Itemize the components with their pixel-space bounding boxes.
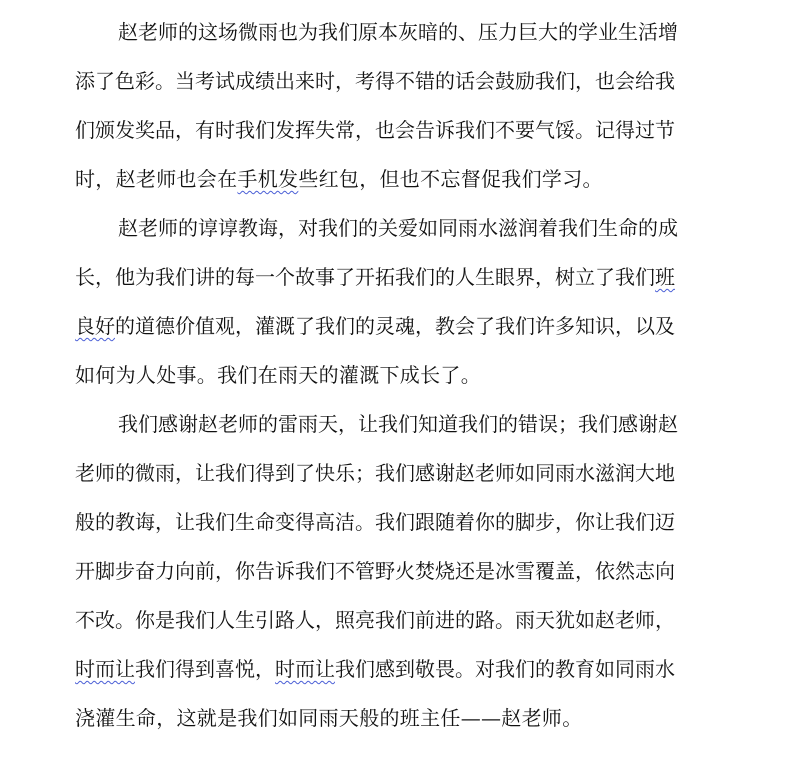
text-line [118, 213, 731, 243]
text-line [75, 360, 481, 390]
text-run: 时，赵老师也会在 [75, 167, 238, 191]
text-line [75, 115, 731, 145]
text-line [75, 605, 731, 635]
text-run: 老师的微雨，让我们得到了快乐；我们感谢赵老师如同雨水滋润大地 [75, 461, 675, 485]
text-run: 的道德价值观，灌溉了我们的灵魂，教会了我们许多知识，以及 [115, 314, 675, 338]
text-run: 不改。你是我们人生引路人，照亮我们前进的路。雨天犹如赵老师， [75, 608, 675, 632]
text-run: 们颁发奖品，有时我们发挥失常，也会告诉我们不要气馁。记得过节 [75, 118, 675, 142]
text-line [75, 164, 603, 194]
spellcheck-underlined-text: 班 [655, 265, 675, 289]
spellcheck-underlined-text: 时而让 [75, 657, 135, 681]
text-run: 赵老师的这场微雨也为我们原本灰暗的、压力巨大的学业生活增 [118, 20, 678, 44]
text-run: 般的教诲，让我们生命变得高洁。我们跟随着你的脚步，你让我们迈 [75, 510, 675, 534]
text-run: 浇灌生命，这就是我们如同雨天般的班主任——赵老师。 [75, 706, 583, 730]
spellcheck-underlined-text: 手机发 [237, 167, 299, 191]
text-run: 我们感到敬畏。对我们的教育如同雨水 [335, 657, 675, 681]
text-line [118, 409, 731, 439]
text-run: 长，他为我们讲的每一个故事了开拓我们的人生眼界，树立了我们 [75, 265, 655, 289]
text-line [75, 311, 731, 341]
text-line [75, 507, 731, 537]
text-line [75, 262, 731, 292]
text-line [118, 17, 731, 47]
spellcheck-underlined-text: 良好 [75, 314, 115, 338]
text-line [75, 654, 731, 684]
text-run: 添了色彩。当考试成绩出来时，考得不错的话会鼓励我们，也会给我 [75, 69, 675, 93]
spellcheck-underlined-text: 时而让 [275, 657, 335, 681]
text-run: 些红包，但也不忘督促我们学习。 [298, 167, 603, 191]
text-run: 我们得到喜悦， [135, 657, 275, 681]
text-line [75, 703, 583, 733]
text-run: 开脚步奋力向前，你告诉我们不管野火焚烧还是冰雪覆盖，依然志向 [75, 559, 675, 583]
text-line [75, 66, 731, 96]
text-run: 赵老师的谆谆教诲，对我们的关爱如同雨水滋润着我们生命的成 [118, 216, 678, 240]
text-run: 如何为人处事。我们在雨天的灌溉下成长了。 [75, 363, 481, 387]
text-line [75, 458, 731, 488]
text-line [75, 556, 731, 586]
text-run: 我们感谢赵老师的雷雨天，让我们知道我们的错误；我们感谢赵 [118, 412, 678, 436]
